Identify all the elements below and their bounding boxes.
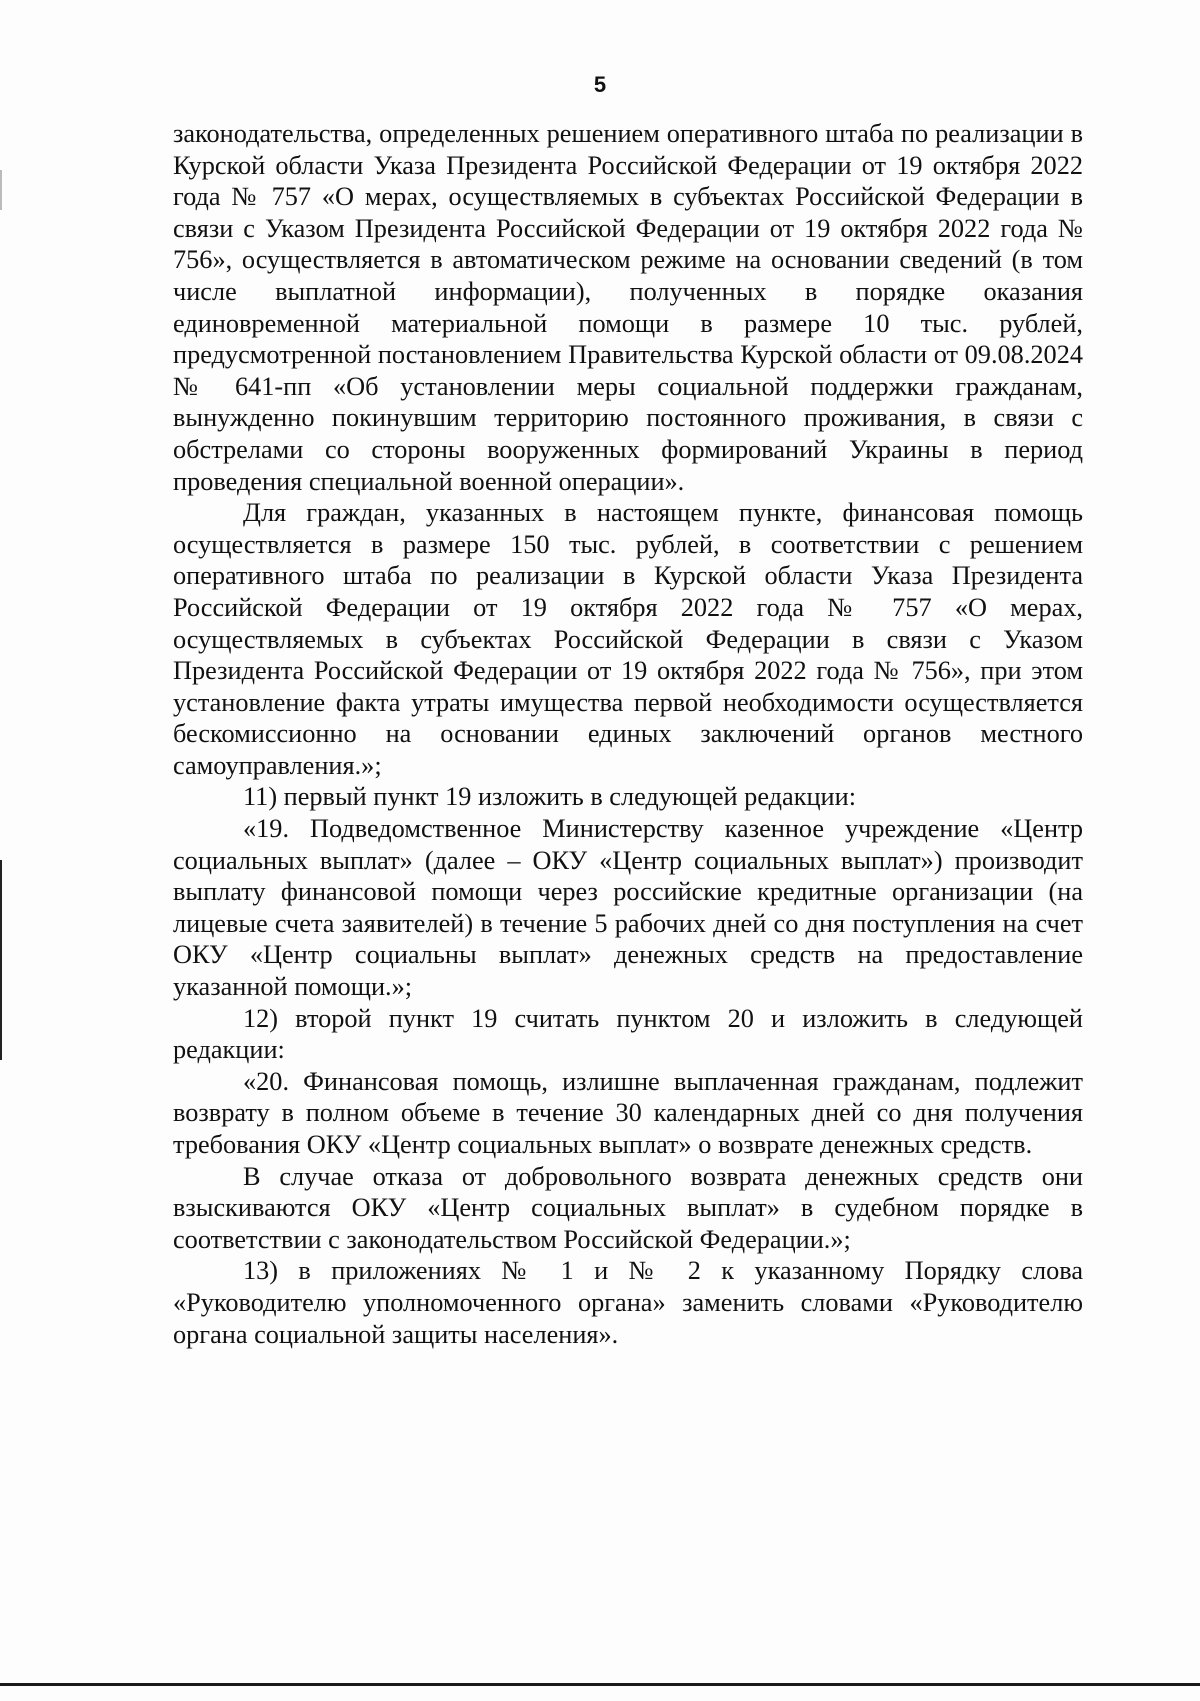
paragraph-item-13: 13) в приложениях № 1 и № 2 к указанному Порядку слова «Руководителю уполномоченного органа» заменить словами «Руководителю органа социальной защиты населения». [173, 1256, 1083, 1349]
scan-bottom-edge [0, 1683, 1200, 1686]
paragraph-continuation: законодательства, определенных решением оперативного штаба по реализации в Курской области Указа Президента Российской Федерации от 19 октября 2022 года № 757 «О мерах, осуществляемых в субъектах Российской Федерации в связи с Указом Президента Российской Федерации от 19 октября 2022 года № 756», осуществляется в автоматическом режиме на основании сведений (в том числе выплатной информации), полученных в порядке оказания единовременной материальной помощи в размере 10 тыс. рублей, предусмотренной постановлением Правительства Курской области от 09.08.2024 № 641-пп «Об установлении меры социальной поддержки гражданам, вынужденно покинувшим территорию постоянного проживания, в связи с обстрелами со стороны вооруженных формирований Украины в период проведения специальной военной операции». [173, 119, 1083, 496]
paragraph-quote-20: «20. Финансовая помощь, излишне выплаченная гражданам, подлежит возврату в полном объеме в течение 30 календарных дней со дня получения требования ОКУ «Центр социальных выплат» о возврате денежных средств. [173, 1066, 1083, 1159]
paragraph-item-12: 12) второй пункт 19 считать пунктом 20 и изложить в следующей редакции: [173, 1003, 1083, 1065]
paragraph: Для граждан, указанных в настоящем пункте, финансовая помощь осуществляется в размере 150 тыс. рублей, в соответствии с решением оперативного штаба по реализации в Курской области Указа Президента Российской Федерации от 19 октября 2022 года № 757 «О мерах, осуществляемых в субъектах Российской Федерации в связи с Указом Президента Российской Федерации от 19 октября 2022 года № 756», при этом установление факта утраты имущества первой необходимости осуществляется бескомиссионно на основании единых заключений органов местного самоуправления.»; [173, 498, 1083, 780]
page-number: 5 [593, 72, 607, 97]
scan-edge-mark [0, 860, 2, 1060]
document-body [173, 118, 1083, 1350]
paragraph-item-11: 11) первый пункт 19 изложить в следующей редакции: [243, 782, 856, 812]
scan-edge-mark [0, 170, 2, 210]
paragraph-quote-19: «19. Подведомственное Министерству казенное учреждение «Центр социальных выплат» (далее – ОКУ «Центр социальных выплат») производит выплату финансовой помощи через российские кредитные организации (на лицевые счета заявителей) в течение 5 рабочих дней со дня поступления на счет ОКУ «Центр социальны выплат» денежных средств на предоставление указанной помощи.»; [173, 814, 1083, 1002]
paragraph: В случае отказа от добровольного возврата денежных средств они взыскиваются ОКУ «Центр социальных выплат» в судебном порядке в соответствии с законодательством Российской Федерации.»; [173, 1161, 1083, 1254]
